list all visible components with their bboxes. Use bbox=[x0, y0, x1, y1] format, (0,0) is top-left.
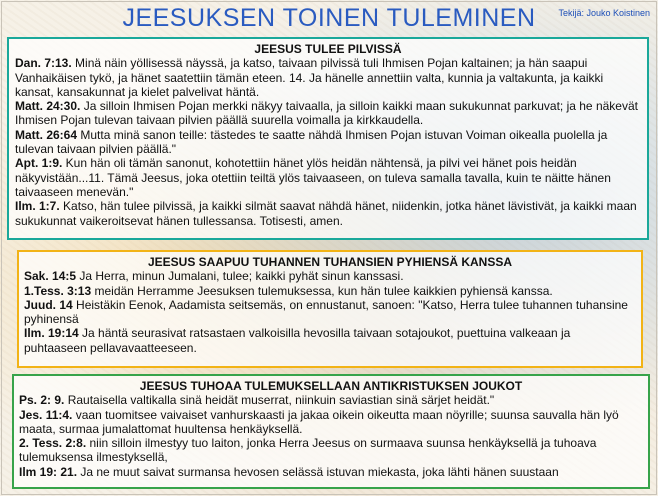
author-credit: Tekijä: Jouko Koistinen bbox=[558, 8, 650, 18]
verse-text: Ja häntä seurasivat ratsastaen valkoisilla hevosilla taivaan sotajoukot, puettuina valkeaan ja puhtaaseen pellavavaatteeseen. bbox=[24, 326, 571, 355]
section-heading: JEESUS TUHOAA TULEMUKSELLAAN ANTIKRISTUKSEN JOUKOT bbox=[139, 379, 523, 393]
verse-text: Mutta minä sanon teille: tästedes te saatte nähdä Ihmisen Pojan istuvan Voiman oikealla puolella ja tulevan taivaan pilvien päällä." bbox=[15, 127, 608, 157]
verse-entry bbox=[15, 199, 641, 228]
page-title: JEESUKSEN TOINEN TULEMINEN bbox=[122, 4, 536, 32]
verse-entry bbox=[19, 465, 643, 479]
verse-entry bbox=[24, 269, 636, 283]
verse-text: Ja Herra, minun Jumalani, tulee; kaikki pyhät sinun kanssasi. bbox=[76, 269, 404, 284]
section-clouds bbox=[7, 37, 649, 240]
verse-entry bbox=[15, 56, 641, 99]
verse-reference: Jes. 11:4. bbox=[19, 407, 73, 422]
verse-text: niin silloin ilmestyy tuo laiton, jonka Herra Jeesus on surmaava suunsa henkäyksellä ja tuhoava tulemuksensa ilmestyksellä, bbox=[19, 436, 597, 465]
verse-entry bbox=[15, 156, 641, 199]
verse-reference: 2. Tess. 2:8. bbox=[19, 436, 87, 451]
verse-text: Minä näin yöllisessä näyssä, ja katso, taivaan pilvissä tuli Ihmisen Pojan kaltainen; ja hän saapui Vanhaikäisen tykö, ja hänet saatettiin tämän eteen. 14. Ja hänelle annettiin valta, kunnia ja valtakunta, ja kaikki kansat, kansakunnat ja kielet palvelivat häntä. bbox=[15, 56, 604, 99]
verse-reference: Juud. 14 bbox=[24, 297, 73, 312]
verse-entry bbox=[19, 408, 643, 437]
verse-entry bbox=[24, 298, 636, 327]
verse-text: Ja silloin Ihmisen Pojan merkki näkyy taivaalla, ja silloin kaikki maan sukukunnat parkuvat; ja he näkevät Ihmisen Pojan tulevan taivaan pilvien päällä suurella voimalla ja kirkkaudella. bbox=[15, 99, 638, 128]
section-heading: JEESUS SAAPUU TUHANNEN TUHANSIEN PYHIENSÄ KANSSA bbox=[147, 255, 513, 269]
verse-entry bbox=[24, 284, 636, 298]
verse-reference: Ilm 19: 21. bbox=[19, 464, 78, 479]
verse-text: meidän Herramme Jeesuksen tulemuksessa, kun hän tulee kaikkien pyhiensä kanssa. bbox=[91, 283, 553, 298]
verse-reference: Apt. 1:9. bbox=[15, 156, 63, 171]
section-saints bbox=[17, 250, 643, 368]
verse-text: Ja ne muut saivat surmansa hevosen selässä istuvan miekasta, joka lähti hänen suustaan bbox=[77, 464, 559, 479]
verse-entry bbox=[19, 393, 643, 407]
verse-reference: Ilm. 1:7. bbox=[15, 199, 60, 214]
verse-text: Rautaisella valtikalla sinä heidät muserrat, niinkuin saviastian sinä särjet heidät." bbox=[64, 393, 495, 408]
verse-entry bbox=[15, 128, 641, 157]
verse-reference: Ps. 2: 9. bbox=[19, 393, 65, 408]
verse-reference: Ilm. 19:14 bbox=[24, 326, 79, 341]
section-antichrist bbox=[12, 374, 650, 489]
verse-entry bbox=[19, 436, 643, 465]
verse-entry bbox=[24, 326, 636, 355]
verse-reference: Matt. 24:30. bbox=[15, 99, 81, 114]
verse-reference: 1.Tess. 3:13 bbox=[24, 283, 92, 298]
section-heading: JEESUS TULEE PILVISSÄ bbox=[254, 42, 402, 56]
verse-reference: Sak. 14:5 bbox=[24, 269, 77, 284]
verse-entry bbox=[15, 99, 641, 128]
verse-text: Katso, hän tulee pilvissä, ja kaikki silmät saavat nähdä hänet, niidenkin, jotka hänet lävistivät, ja kaikki maan sukukunnat vaikeroitsevat hänen tullessansa. Totisesti, amen. bbox=[15, 199, 637, 228]
verse-text: vaan tuomitsee vaivaiset vanhurskaasti ja jakaa oikein oikeutta maan nöyrille; suunsa sauvalla hän lyö maata, surmaa jumalattomat huultensa henkäyksellä. bbox=[19, 407, 619, 436]
verse-reference: Matt. 26:64 bbox=[15, 127, 78, 142]
verse-reference: Dan. 7:13. bbox=[15, 56, 72, 71]
verse-text: Kun hän oli tämän sanonut, kohotettiin hänet ylös heidän nähtensä, ja pilvi vei hänet pois heidän näkyvistään...11. Tämä Jeesus, joka otettiin teiltä ylös taivaaseen, on tuleva samalla tavalla, kuin te näitte hänen taivaaseen menevän." bbox=[15, 156, 611, 199]
verse-text: Heistäkin Eenok, Aadamista seitsemäs, on ennustanut, sanoen: "Katso, Herra tulee tuhannen tuhansine pyhinensä bbox=[24, 297, 628, 327]
